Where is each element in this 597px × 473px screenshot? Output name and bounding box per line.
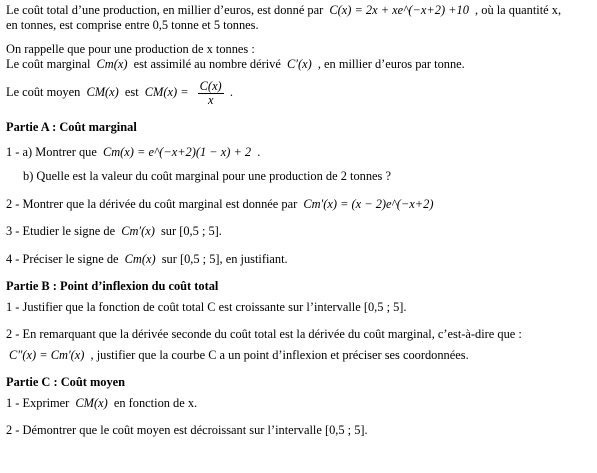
intro-line-2: en tonnes, est comprise entre 0,5 tonne et 5 tonnes. [6,17,259,32]
intro-tail: , où la quantité x, [475,3,562,17]
q1a-formula: Cm(x) = e^(−x+2)(1 − x) + 2 [102,144,252,159]
c-q1-formula: CM(x) [75,395,108,410]
recall-mid-text: est assimilé au nombre dérivé [133,56,281,71]
q1a-text: 1 - a) Montrer que [6,144,97,159]
c-q1-tail: en fonction de x. [113,395,198,410]
marginal-cost-label: Le coût marginal [6,56,91,71]
total-cost-formula: C(x) = 2x + xe^(−x+2) +10 [329,3,469,17]
q1a-tail: . [257,144,261,159]
recall-tail-text: , en millier d’euros par tonne. [317,56,465,71]
q3-formula: Cm′(x) [121,224,155,238]
derivative-symbol: C′(x) [287,56,312,71]
marginal-cost-symbol: Cm(x) [96,56,128,71]
recall-line-2 [6,57,591,72]
part-b-q2-line-1: 2 - En remarquant que la dérivée seconde du coût total est la dérivée du coût marginal, c’est-à-dire que : [6,327,522,341]
q3-tail: sur [0,5 ; 5]. [160,224,222,238]
q2-line2-tail: , justifier que la courbe C a un point d’inflexion et préciser ses coordonnées. [90,347,469,362]
part-a-q4 [6,252,591,267]
part-c-q2: 2 - Démontrer que le coût moyen est décroissant sur l’intervalle [0,5 ; 5]. [6,423,368,437]
q4-formula: Cm(x) [124,251,156,266]
part-a-q2 [6,197,591,212]
q2-formula: Cm′(x) = (x − 2)e^(−x+2) [303,196,434,211]
part-c-title: Partie C : Coût moyen [6,375,126,389]
average-cost-symbol: CM(x) [86,85,119,99]
q3-text: 3 - Etudier le signe de [6,224,116,238]
average-cost-is: est [124,85,139,99]
part-b-q1: 1 - Justifier que la fonction de coût total C est croissante sur l’intervalle [0,5 ; 5]. [6,299,407,314]
q2-text: 2 - Montrer que la dérivée du coût marginal est donnée par [6,196,298,211]
average-cost-lhs: CM(x) = [144,85,189,99]
part-a-title: Partie A : Coût marginal [6,120,137,134]
fraction-denominator: x [207,92,214,107]
part-a-q1b: b) Quelle est la valeur du coût marginal pour une production de 2 tonnes ? [23,169,391,183]
average-cost-tail: . [229,85,233,99]
second-derivative-formula: C″(x) = Cm′(x) [9,347,85,362]
q4-text: 4 - Préciser le signe de [6,251,119,266]
part-c-q1 [6,396,591,411]
fraction-numerator: C(x) [199,78,222,93]
part-a-q3 [6,224,591,239]
q4-tail: sur [0,5 ; 5], en justifiant. [161,251,288,266]
average-cost-label: Le coût moyen [6,85,81,99]
recall-line-3 [6,77,591,107]
part-a-q1a [6,145,591,160]
intro-line-1 [6,3,591,18]
recall-line-1: On rappelle que pour une production de x tonnes : [6,42,255,56]
intro-text: Le coût total d’une production, en millier d’euros, est donné par [6,3,324,17]
part-b-q2-line-2 [6,348,591,363]
c-q1-text: 1 - Exprimer [6,395,70,410]
part-b-title: Partie B : Point d’inflexion du coût total [6,279,219,293]
average-cost-fraction [198,80,224,107]
